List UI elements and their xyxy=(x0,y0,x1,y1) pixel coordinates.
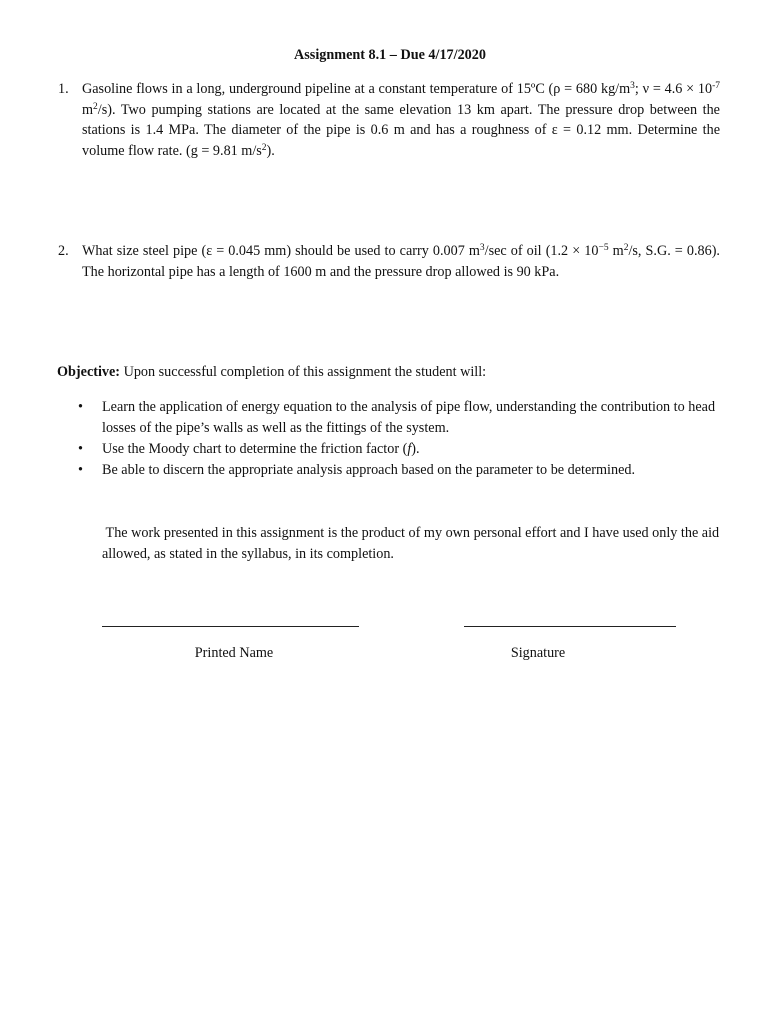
objective-label: Objective: xyxy=(57,364,121,380)
objective-list xyxy=(78,397,720,481)
signature-line[interactable] xyxy=(464,626,676,627)
problem-1 xyxy=(58,79,720,161)
bullet-icon: • xyxy=(78,399,83,415)
assignment-title: Assignment 8.1 – Due 4/17/2020 xyxy=(294,47,486,63)
problem-text: Gasoline flows in a long, underground pipeline at a constant temperature of 15ºC (ρ = 680 $kg/m^3$; $\nu = 4.6 \times 10^{-7}$ $m^2/s$). Two pumping stations are located at the same elevation 13 km apart. The pressure drop between the stations is 1.4 MPa. The diameter of the pipe is 0.6 m and has a roughness of ε = 0.12 mm. Determine the volume flow rate. (g = 9.81 $m/s^2$). xyxy=(82,81,721,159)
problem-2 xyxy=(58,241,720,282)
signature-label: Signature xyxy=(510,645,566,661)
printed-name-line[interactable] xyxy=(102,626,359,627)
objective-text: Upon successful completion of this assignment the student will: xyxy=(120,364,487,380)
problem-number: 2. xyxy=(58,243,69,259)
objective-heading xyxy=(57,364,727,381)
list-item: • Learn the application of energy equation to the analysis of pipe flow, understanding the contribution to head losses of the pipe’s walls as well as the fittings of the system. xyxy=(78,399,716,436)
list-item: • Use the Moody chart to determine the friction factor (f). xyxy=(78,439,720,460)
bullet-icon: • xyxy=(78,462,83,478)
bullet-icon: • xyxy=(78,441,83,457)
list-item: • Be able to discern the appropriate analysis approach based on the parameter to be determined. xyxy=(78,460,720,481)
honor-statement: The work presented in this assignment is the product of my own personal effort and I have used only the aid allowed, as stated in the syllabus, in its completion. xyxy=(102,525,720,562)
printed-name-label: Printed Name xyxy=(194,645,274,661)
problem-text: What size steel pipe (ε = 0.045 mm) should be used to carry 0.007 $m^3/\sec$ of oil ($1.2 \times 10^{-5}$ $m^2/s$, S.G. = 0.86). The horizontal pipe has a length of 1600 m and the pressure drop allowed is 90 kPa. xyxy=(82,243,720,280)
problem-number: 1. xyxy=(58,81,69,97)
